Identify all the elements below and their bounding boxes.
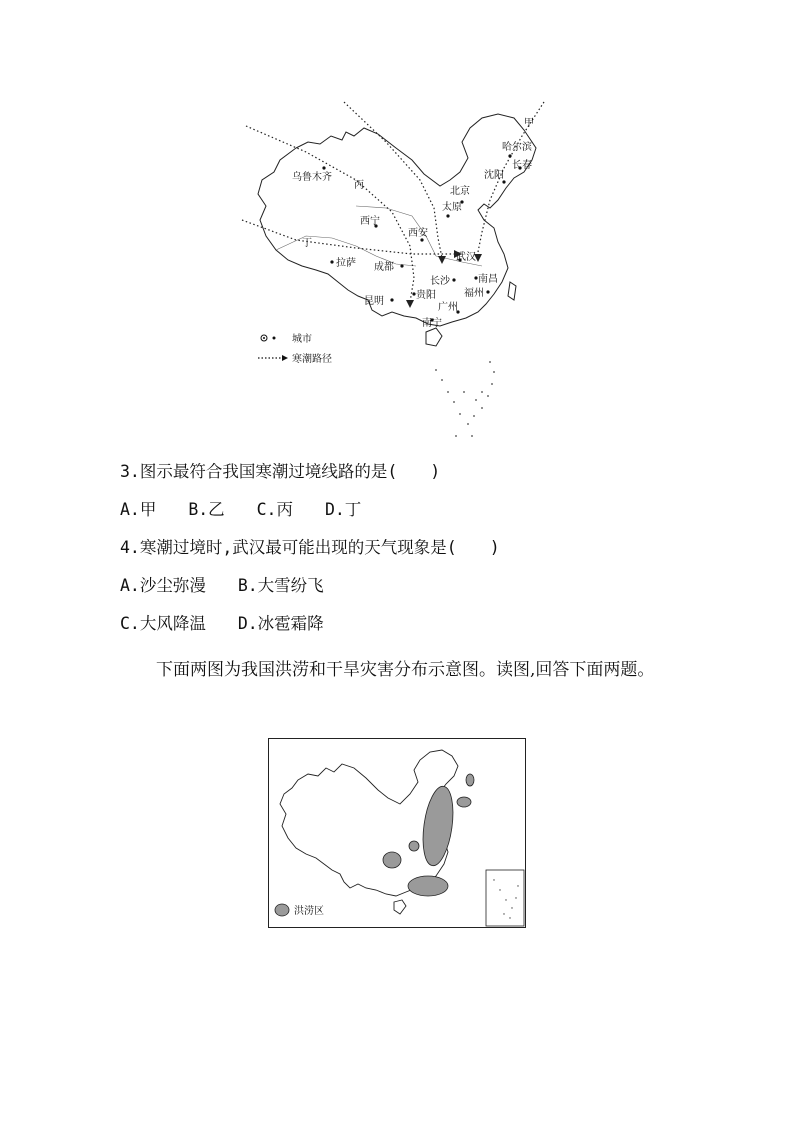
- flood-zone-northeast-2: [466, 774, 474, 786]
- flood-zone-sichuan: [383, 852, 401, 868]
- q3-option-d[interactable]: D.丁: [324, 500, 362, 519]
- city-fuzhou: 福州: [464, 288, 484, 299]
- city-harbin: 哈尔滨: [502, 142, 532, 153]
- city-xining: 西宁: [360, 216, 380, 227]
- city-urumqi: 乌鲁木齐: [292, 172, 332, 183]
- q3-option-b[interactable]: B.乙: [188, 500, 225, 519]
- south-sea-inset: [486, 870, 524, 926]
- city-beijing: 北京: [450, 186, 470, 197]
- q4-option-b[interactable]: B.大雪纷飞: [237, 576, 324, 595]
- city-changchun: 长春: [512, 160, 532, 171]
- south-sea-islands: [435, 361, 495, 437]
- cold-wave-map: [236, 96, 556, 446]
- question-3-stem: 3.图示最符合我国寒潮过境线路的是( ): [120, 462, 441, 481]
- city-taiyuan: 太原: [442, 202, 462, 213]
- question-3-options: [120, 500, 383, 520]
- flood-map: [268, 738, 526, 928]
- city-xian: 西安: [408, 228, 428, 239]
- map1-legend: [258, 332, 332, 365]
- city-chengdu: 成都: [374, 262, 394, 273]
- intro-paragraph: 下面两图为我国洪涝和干旱灾害分布示意图。读图,回答下面两题。: [156, 660, 655, 680]
- taiwan-island: [508, 282, 516, 300]
- route-label-ding: 丁: [302, 238, 312, 249]
- city-guiyang: 贵阳: [416, 290, 436, 301]
- route-label-bing: 丙: [354, 180, 364, 191]
- q3-option-c[interactable]: C.丙: [256, 500, 293, 519]
- flood-zone-south-china: [408, 876, 448, 896]
- q4-option-d[interactable]: D.冰雹霜降: [237, 614, 324, 633]
- city-wuhan: 武汉: [456, 252, 476, 263]
- question-4-options-row1: [120, 576, 346, 596]
- city-changsha: 长沙: [430, 276, 450, 287]
- legend-city-label: 城市: [292, 334, 312, 345]
- hainan-island: [426, 328, 442, 346]
- city-guangzhou: 广州: [438, 302, 458, 313]
- flood-zone-northeast: [457, 797, 471, 807]
- q3-option-a[interactable]: A.甲: [120, 500, 157, 519]
- flood-zone-central: [409, 841, 419, 851]
- city-lhasa: 拉萨: [336, 258, 356, 269]
- q4-option-a[interactable]: A.沙尘弥漫: [120, 576, 206, 595]
- city-shenyang: 沈阳: [484, 170, 504, 181]
- flood-legend-label: 洪涝区: [294, 906, 324, 917]
- question-4-stem: 4.寒潮过境时,武汉最可能出现的天气现象是( ): [120, 538, 500, 557]
- flood-legend-swatch: [275, 904, 289, 916]
- route-label-jia: 甲: [524, 118, 534, 129]
- legend-route-label: 寒潮路径: [292, 354, 332, 365]
- q4-option-c[interactable]: C.大风降温: [120, 614, 206, 633]
- city-kunming: 昆明: [364, 296, 384, 307]
- city-nanning: 南宁: [422, 318, 442, 329]
- china-outline: [258, 114, 536, 326]
- question-4-options-row2: [120, 614, 346, 634]
- city-nanchang: 南昌: [478, 274, 498, 285]
